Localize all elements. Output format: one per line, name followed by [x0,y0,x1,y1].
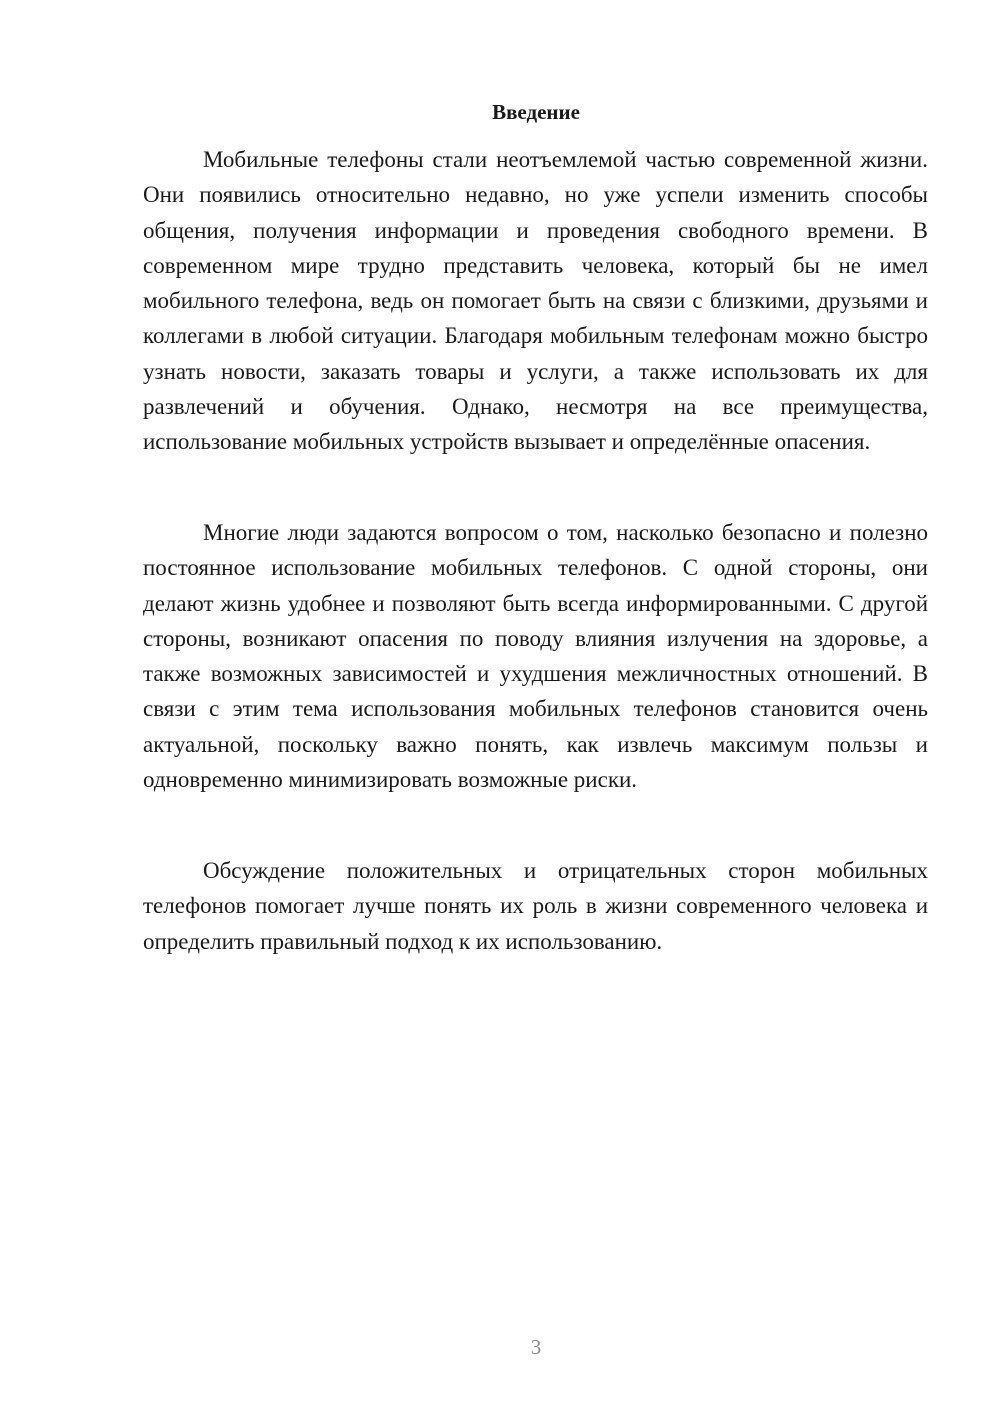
paragraph-introduction: Мобильные телефоны стали неотъемлемой частью современной жизни. Они появились относительно недавно, но уже успели изменить способы общения, получения информации и проведения свободного времени. В современном мире трудно представить человека, который бы не имел мобильного телефона, ведь он помогает быть на связи с близкими, друзьями и коллегами в любой ситуации. Благодаря мобильным телефонам можно быстро узнать новости, заказать товары и услуги, а также использовать их для развлечений и обучения. Однако, несмотря на все преимущества, использование мобильных устройств вызывает и определённые опасения. [143,147,928,455]
page-number: 3 [530,1335,542,1359]
paragraph-conclusion: Обсуждение положительных и отрицательных сторон мобильных телефонов помогает лучше понять их роль в жизни современного человека и определить правильный подход к их использованию. [143,858,928,954]
section-title: Введение [492,100,580,124]
paragraph-concerns: Многие люди задаются вопросом о том, насколько безопасно и полезно постоянное использование мобильных телефонов. С одной стороны, они делают жизнь удобнее и позволяют быть всегда информированными. С другой стороны, возникают опасения по поводу влияния излучения на здоровье, а также возможных зависимостей и ухудшения межличностных отношений. В связи с этим тема использования мобильных телефонов становится очень актуальной, поскольку важно понять, как извлечь максимум пользы и одновременно минимизировать возможные риски. [143,520,928,793]
